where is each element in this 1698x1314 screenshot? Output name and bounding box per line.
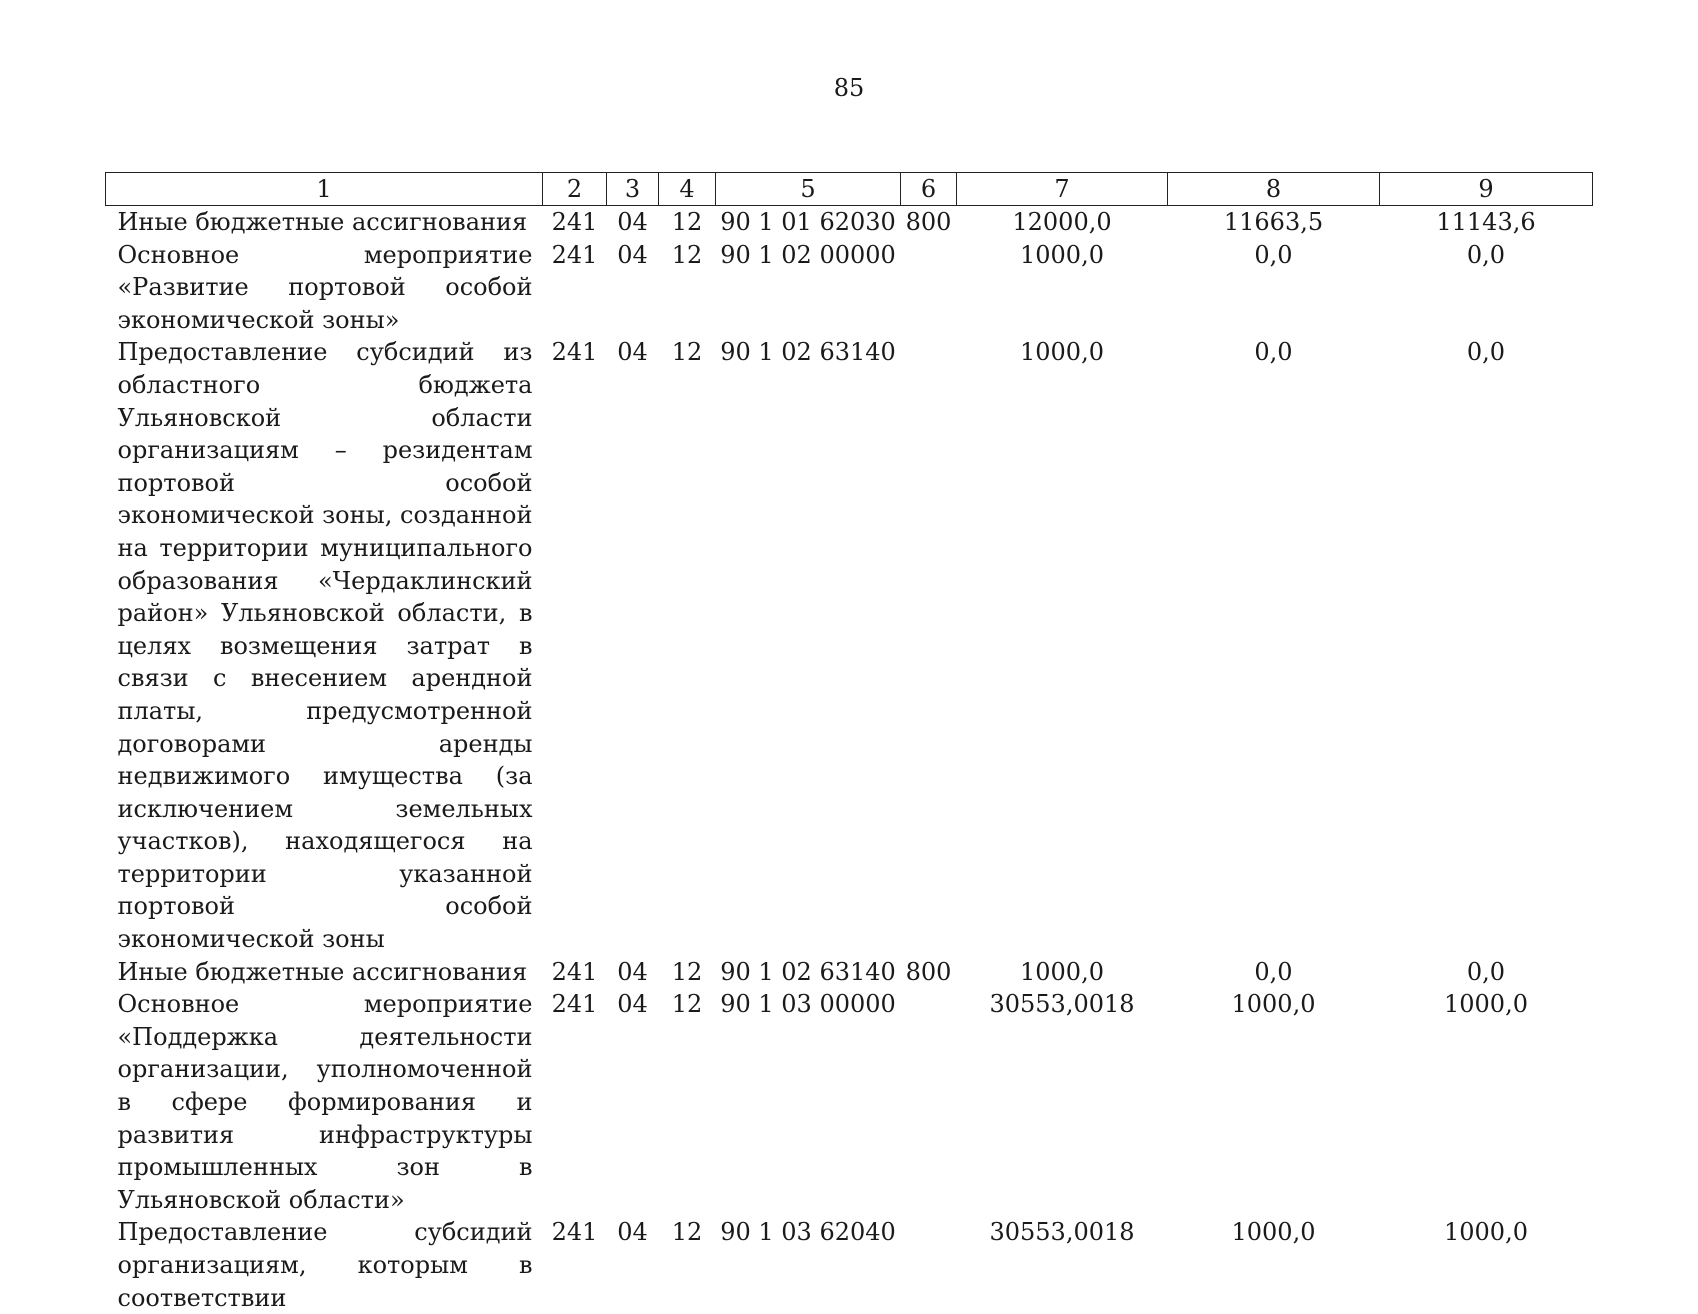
cell-amount-7: 12000,0 (957, 206, 1168, 239)
table-row (106, 988, 1593, 1216)
cell-amount-8: 0,0 (1168, 956, 1380, 989)
column-header: 9 (1380, 173, 1593, 206)
cell-expense-type: 800 (901, 206, 957, 239)
cell-section: 04 (607, 206, 659, 239)
cell-amount-7: 30553,0018 (957, 1216, 1168, 1314)
cell-ministry-code: 241 (543, 1216, 607, 1314)
cell-target-article: 90 1 03 00000 (716, 988, 901, 1216)
table-header (106, 173, 1593, 206)
row-name: Иные бюджетные ассигнования (106, 956, 543, 989)
cell-amount-8: 0,0 (1168, 336, 1380, 955)
cell-amount-7: 1000,0 (957, 956, 1168, 989)
cell-expense-type (901, 336, 957, 955)
table-row (106, 956, 1593, 989)
table-row (106, 336, 1593, 955)
table-row (106, 1216, 1593, 1314)
column-header: 5 (716, 173, 901, 206)
cell-section: 04 (607, 239, 659, 337)
table-body (106, 206, 1593, 1314)
cell-subsection: 12 (659, 239, 716, 337)
cell-expense-type (901, 239, 957, 337)
cell-amount-8: 1000,0 (1168, 988, 1380, 1216)
cell-expense-type (901, 1216, 957, 1314)
cell-ministry-code: 241 (543, 206, 607, 239)
cell-amount-8: 1000,0 (1168, 1216, 1380, 1314)
row-name: Предоставление субсидий организациям, которым в соответствии (106, 1216, 543, 1314)
cell-target-article: 90 1 01 62030 (716, 206, 901, 239)
cell-amount-9: 11143,6 (1380, 206, 1593, 239)
cell-section: 04 (607, 1216, 659, 1314)
cell-amount-9: 1000,0 (1380, 988, 1593, 1216)
column-header: 1 (106, 173, 543, 206)
cell-amount-8: 11663,5 (1168, 206, 1380, 239)
cell-target-article: 90 1 02 63140 (716, 956, 901, 989)
row-name: Иные бюджетные ассигнования (106, 206, 543, 239)
cell-section: 04 (607, 988, 659, 1216)
row-name: Основное мероприятие «Поддержка деятельности организации, уполномоченной в сфере формирования и развития инфраструктуры промышленных зон в Ульяновской области» (106, 988, 543, 1216)
cell-subsection: 12 (659, 206, 716, 239)
cell-target-article: 90 1 02 63140 (716, 336, 901, 955)
column-header: 4 (659, 173, 716, 206)
cell-amount-7: 1000,0 (957, 239, 1168, 337)
row-name: Основное мероприятие «Развитие портовой особой экономической зоны» (106, 239, 543, 337)
column-header: 6 (901, 173, 957, 206)
column-header: 8 (1168, 173, 1380, 206)
cell-amount-7: 30553,0018 (957, 988, 1168, 1216)
budget-table (105, 172, 1593, 1314)
cell-target-article: 90 1 03 62040 (716, 1216, 901, 1314)
table-row (106, 239, 1593, 337)
cell-ministry-code: 241 (543, 336, 607, 955)
page-number: 85 (0, 74, 1698, 102)
cell-expense-type: 800 (901, 956, 957, 989)
cell-amount-8: 0,0 (1168, 239, 1380, 337)
cell-subsection: 12 (659, 1216, 716, 1314)
cell-expense-type (901, 988, 957, 1216)
cell-subsection: 12 (659, 336, 716, 955)
column-header: 2 (543, 173, 607, 206)
table-row (106, 206, 1593, 239)
row-name: Предоставление субсидий из областного бюджета Ульяновской области организациям – резидентам портовой особой экономической зоны, созданной на территории муниципального образования «Чердаклинский район» Ульяновской области, в целях возмещения затрат в связи с внесением арендной платы, предусмотренной договорами аренды недвижимого имущества (за исключением земельных участков), находящегося на территории указанной портовой особой экономической зоны (106, 336, 543, 955)
cell-amount-9: 1000,0 (1380, 1216, 1593, 1314)
column-header: 3 (607, 173, 659, 206)
cell-amount-9: 0,0 (1380, 336, 1593, 955)
column-number-row (106, 173, 1593, 206)
budget-table-container (105, 172, 1592, 1314)
cell-amount-9: 0,0 (1380, 239, 1593, 337)
cell-amount-7: 1000,0 (957, 336, 1168, 955)
cell-ministry-code: 241 (543, 956, 607, 989)
cell-subsection: 12 (659, 956, 716, 989)
cell-amount-9: 0,0 (1380, 956, 1593, 989)
column-header: 7 (957, 173, 1168, 206)
cell-target-article: 90 1 02 00000 (716, 239, 901, 337)
cell-ministry-code: 241 (543, 988, 607, 1216)
cell-section: 04 (607, 956, 659, 989)
cell-ministry-code: 241 (543, 239, 607, 337)
cell-subsection: 12 (659, 988, 716, 1216)
cell-section: 04 (607, 336, 659, 955)
